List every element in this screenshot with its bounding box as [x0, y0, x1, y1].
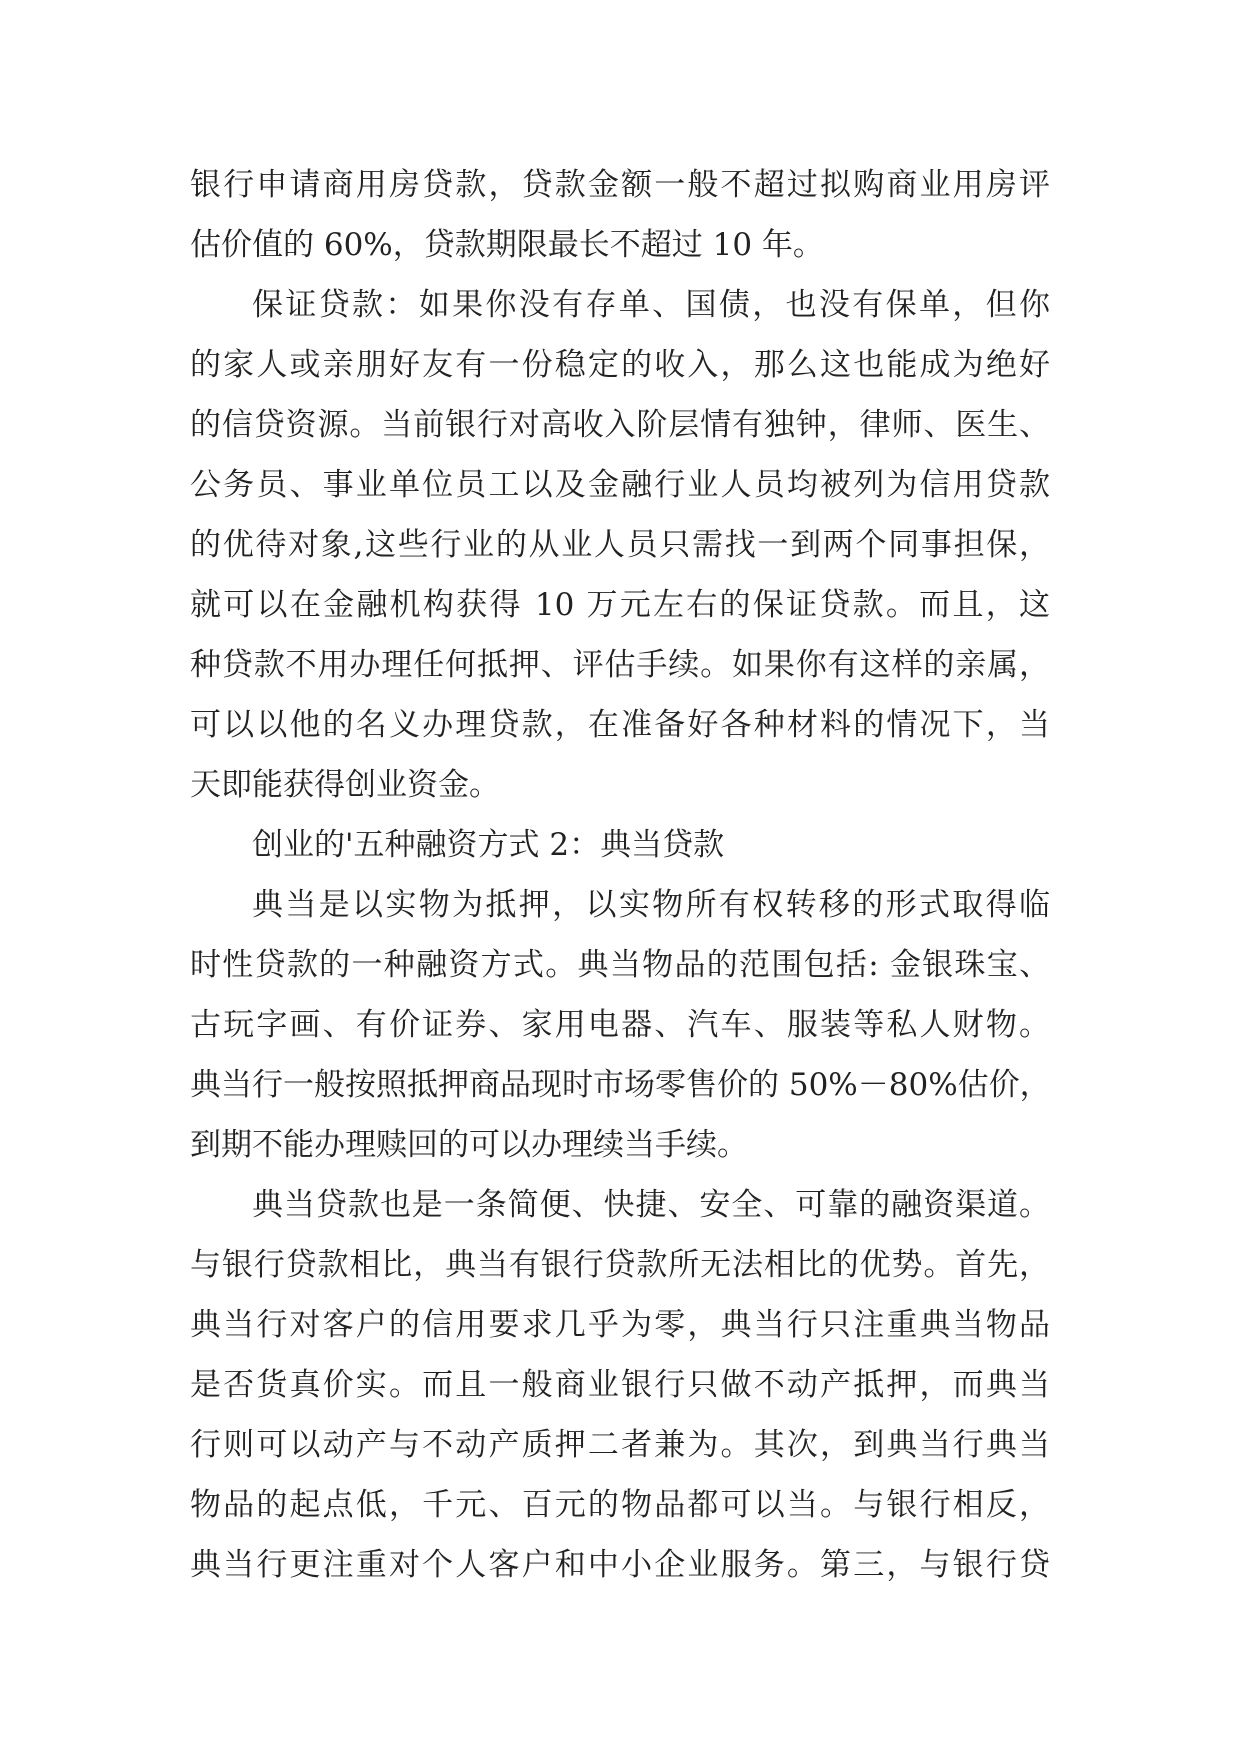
- text-line: 的优待对象,这些行业的从业人员只需找一到两个同事担保，: [190, 527, 1050, 563]
- text-line: 估价值的 60%，贷款期限最长不超过 10 年。: [190, 227, 824, 263]
- text-line: 公务员、事业单位员工以及金融行业人员均被列为信用贷款: [190, 467, 1050, 503]
- text-line: 的信贷资源。当前银行对高收入阶层情有独钟，律师、医生、: [190, 407, 1050, 443]
- text-line: 古玩字画、有价证券、家用电器、汽车、服装等私人财物。: [190, 1007, 1050, 1043]
- text-line: 天即能获得创业资金。: [190, 767, 500, 803]
- text-line: 典当行更注重对个人客户和中小企业服务。第三，与银行贷: [190, 1547, 1050, 1583]
- text-line: 可以以他的名义办理贷款，在准备好各种材料的情况下，当: [190, 707, 1050, 743]
- text-line: 典当是以实物为抵押，以实物所有权转移的形式取得临: [252, 887, 1050, 923]
- text-line: 保证贷款：如果你没有存单、国债，也没有保单，但你: [252, 287, 1050, 323]
- section-heading: [190, 815, 1050, 875]
- text-line: 与银行贷款相比，典当有银行贷款所无法相比的优势。首先，: [190, 1247, 1050, 1283]
- paragraph-1: [190, 155, 1050, 275]
- text-line: 种贷款不用办理任何抵押、评估手续。如果你有这样的亲属，: [190, 647, 1050, 683]
- text-line: 物品的起点低，千元、百元的物品都可以当。与银行相反，: [190, 1487, 1050, 1523]
- text-line: 典当行一般按照抵押商品现时市场零售价的 50%－80%估价，: [190, 1067, 1051, 1103]
- document-body: [190, 155, 1050, 1595]
- paragraph-5: [190, 1175, 1050, 1595]
- text-line: 到期不能办理赎回的可以办理续当手续。: [190, 1127, 748, 1163]
- text-line: 行则可以动产与不动产质押二者兼为。其次，到典当行典当: [190, 1427, 1050, 1463]
- text-line: 典当贷款也是一条简便、快捷、安全、可靠的融资渠道。: [252, 1187, 1050, 1223]
- paragraph-4: [190, 875, 1050, 1175]
- text-line: 的家人或亲朋好友有一份稳定的收入，那么这也能成为绝好: [190, 347, 1050, 383]
- text-line: 典当行对客户的信用要求几乎为零，典当行只注重典当物品: [190, 1307, 1050, 1343]
- paragraph-2: [190, 275, 1050, 815]
- text-line: 是否货真价实。而且一般商业银行只做不动产抵押，而典当: [190, 1367, 1050, 1403]
- text-line: 银行申请商用房贷款，贷款金额一般不超过拟购商业用房评: [190, 167, 1050, 203]
- heading-line: 创业的'五种融资方式 2：典当贷款: [252, 827, 725, 863]
- text-line: 时性贷款的一种融资方式。典当物品的范围包括: 金银珠宝、: [190, 947, 1050, 983]
- text-line: 就可以在金融机构获得 10 万元左右的保证贷款。而且，这: [190, 587, 1050, 623]
